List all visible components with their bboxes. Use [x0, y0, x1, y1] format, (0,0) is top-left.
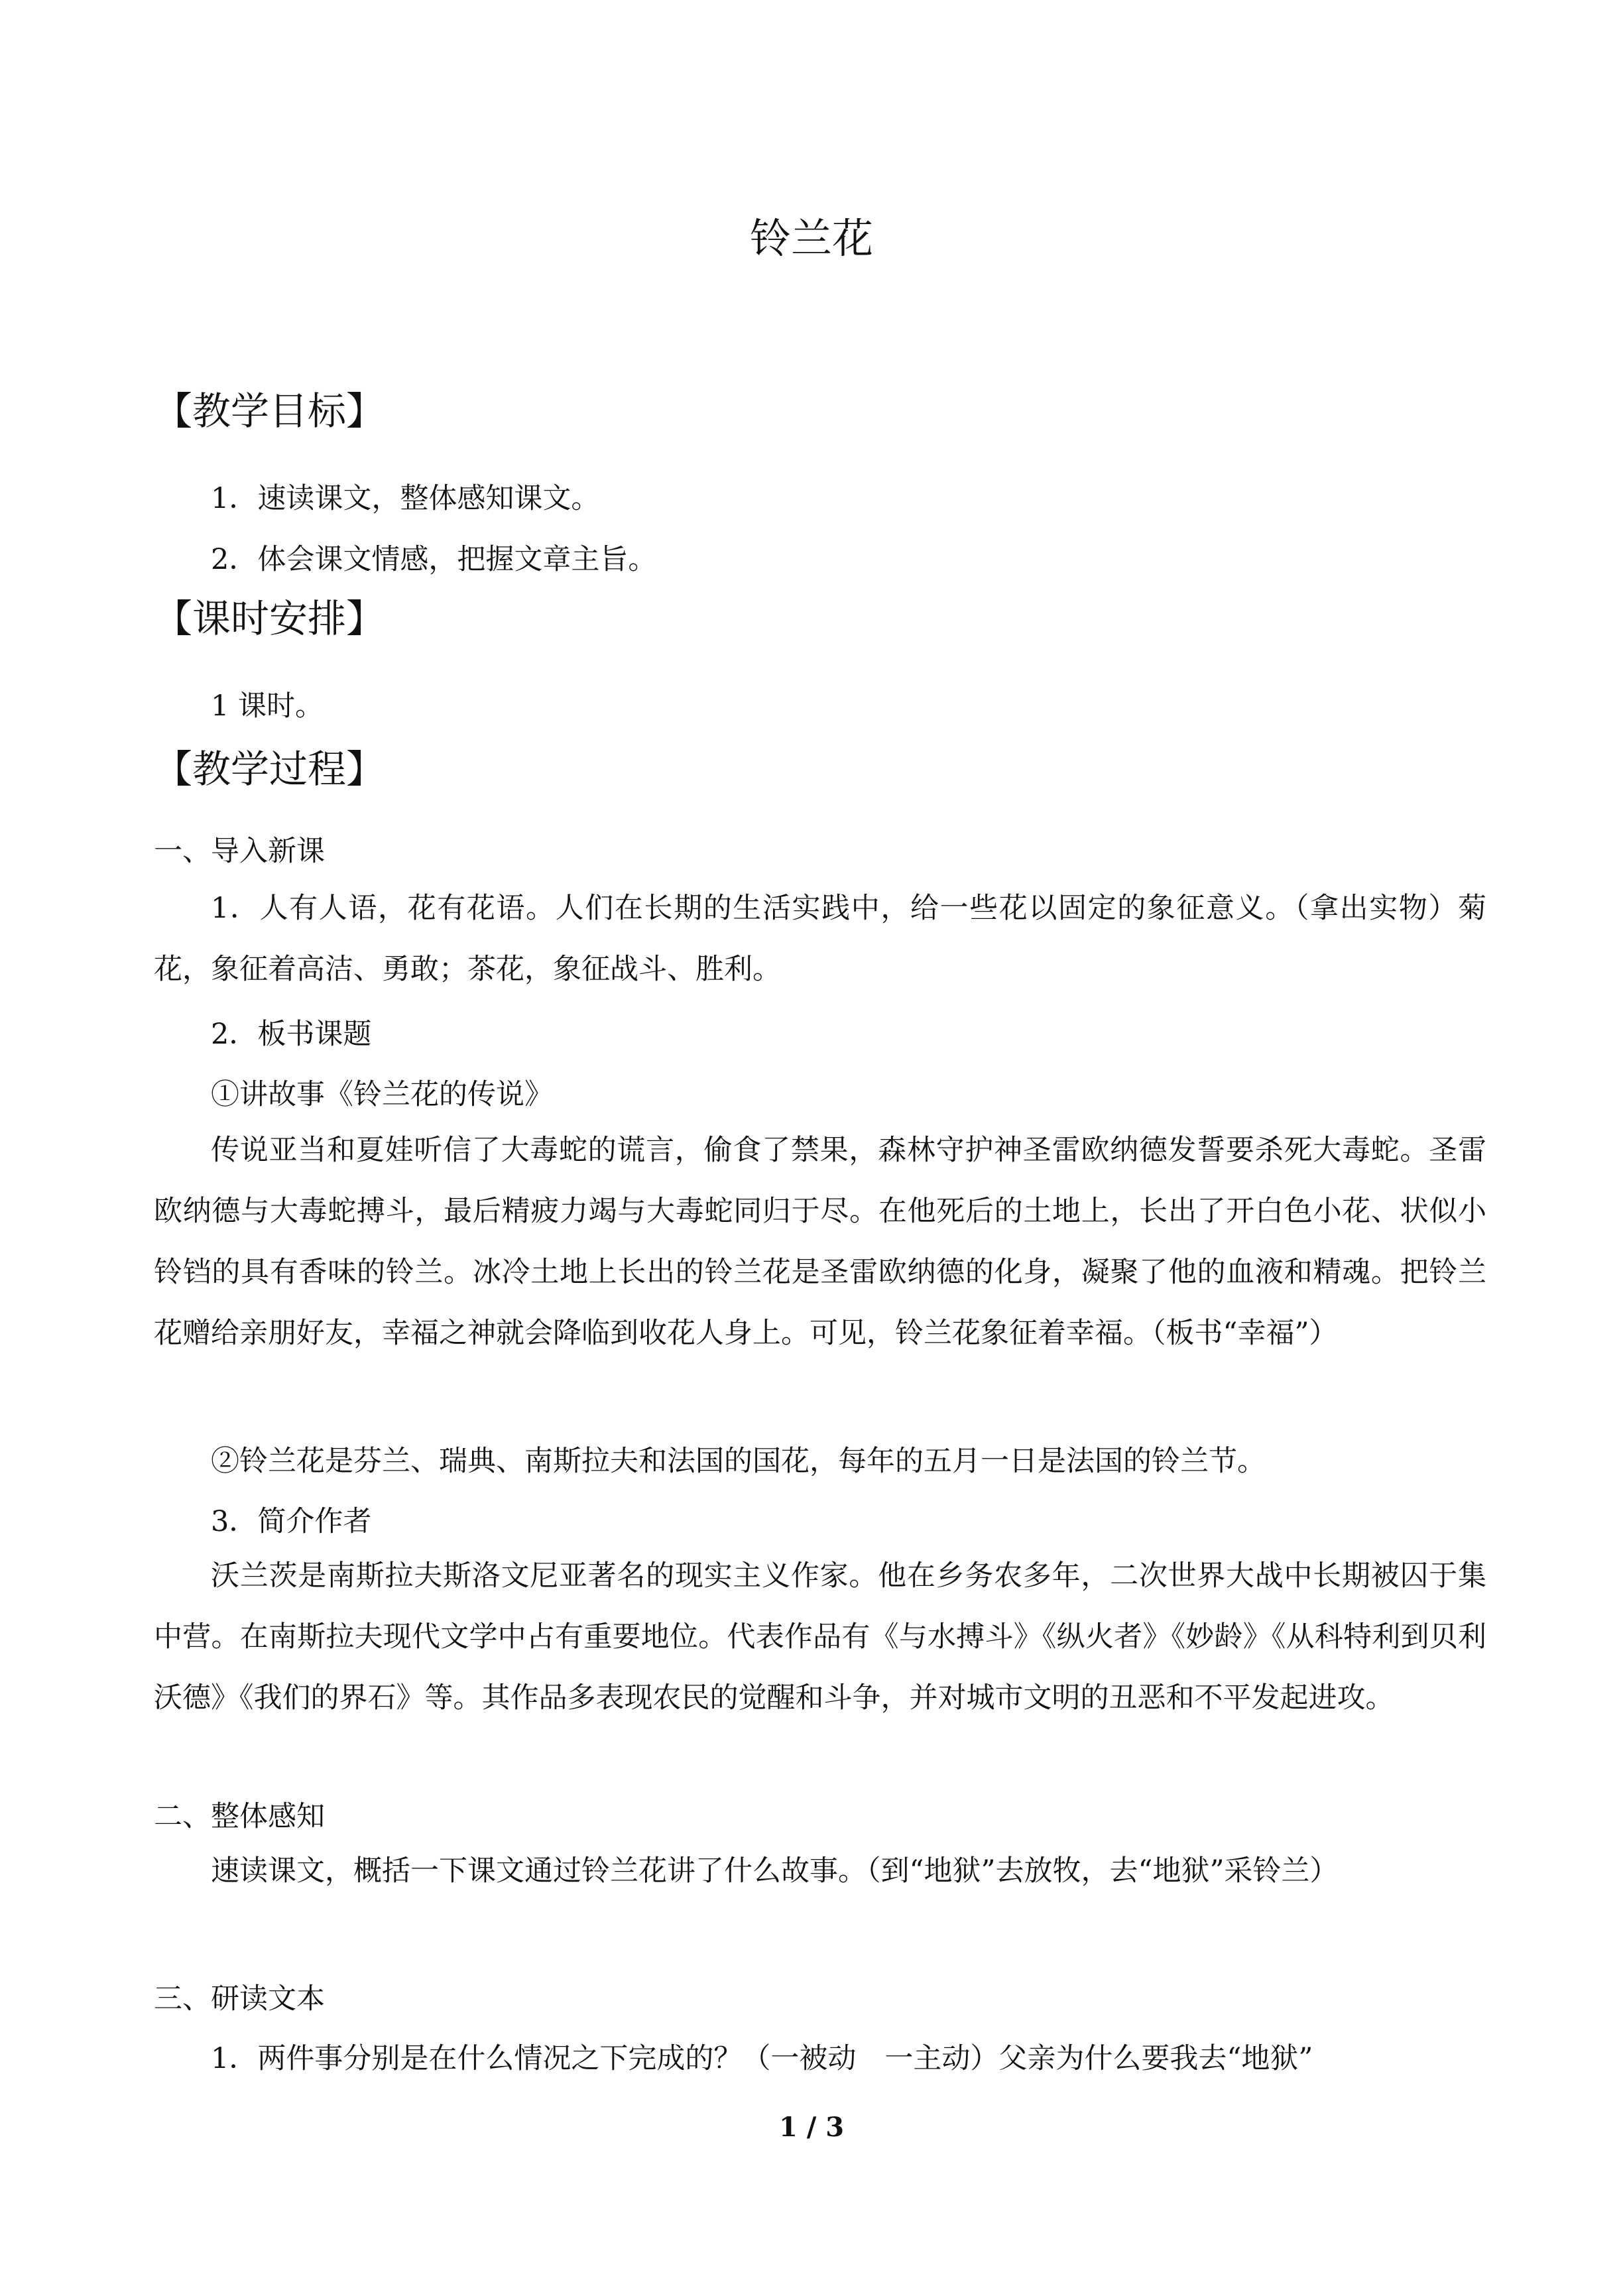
part3-heading: 三、研读文本 [154, 1982, 325, 2016]
part1-paragraph-1: 1．人有人语，花有花语。人们在长期的生活实践中，给一些花以固定的象征意义。（拿出实物）菊花，象征着高洁、勇敢；茶花，象征战斗、胜利。 [154, 892, 1486, 986]
part1-paragraph-3: ①讲故事《铃兰花的传说》 [211, 1078, 553, 1111]
part2-heading: 二、整体感知 [154, 1800, 325, 1833]
part1-author-paragraph: 沃兰茨是南斯拉夫斯洛文尼亚著名的现实主义作家。他在乡务农多年，二次世界大战中长期被囚于集中营。在南斯拉夫现代文学中占有重要地位。代表作品有《与水搏斗》《纵火者》《妙龄》《从科特利到贝利沃德》《我们的界石》等。其作品多表现农民的觉醒和斗争，并对城市文明的丑恶和不平发起进攻。 [154, 1559, 1486, 1715]
part1-story-paragraph: 传说亚当和夏娃听信了大毒蛇的谎言，偷食了禁果，森林守护神圣雷欧纳德发誓要杀死大毒蛇。圣雷欧纳德与大毒蛇搏斗，最后精疲力竭与大毒蛇同归于尽。在他死后的土地上，长出了开白色小花、状似小铃铛的具有香味的铃兰。冰冷土地上长出的铃兰花是圣雷欧纳德的化身，凝聚了他的血液和精魂。把铃兰花赠给亲朋好友，幸福之神就会降临到收花人身上。可见，铃兰花象征着幸福。（板书“幸福”） [154, 1134, 1486, 1350]
part2-paragraph-1: 速读课文，概括一下课文通过铃兰花讲了什么故事。（到“地狱”去放牧，去“地狱”采铃兰） [211, 1854, 1339, 1888]
section-heading-schedule: 【课时安排】 [154, 596, 385, 641]
part3-paragraph-1: 1．两件事分别是在什么情况之下完成的？（一被动 一主动）父亲为什么要我去“地狱” [211, 2042, 1313, 2075]
schedule-text: 1 课时。 [211, 690, 324, 723]
goal-item-1: 1．速读课文，整体感知课文。 [211, 482, 600, 515]
part1-paragraph-5: ②铃兰花是芬兰、瑞典、南斯拉夫和法国的国花，每年的五月一日是法国的铃兰节。 [211, 1445, 1266, 1478]
goal-item-2: 2．体会课文情感，把握文章主旨。 [211, 543, 657, 576]
section-heading-goals: 【教学目标】 [154, 389, 385, 434]
part1-heading: 一、导入新课 [154, 835, 325, 868]
part1-paragraph-2: 2．板书课题 [211, 1018, 372, 1051]
part1-paragraph-6: 3．简介作者 [211, 1505, 372, 1538]
document-title: 铃兰花 [749, 214, 873, 263]
section-heading-process: 【教学过程】 [154, 747, 385, 792]
page-number: 1 / 3 [778, 2112, 845, 2143]
